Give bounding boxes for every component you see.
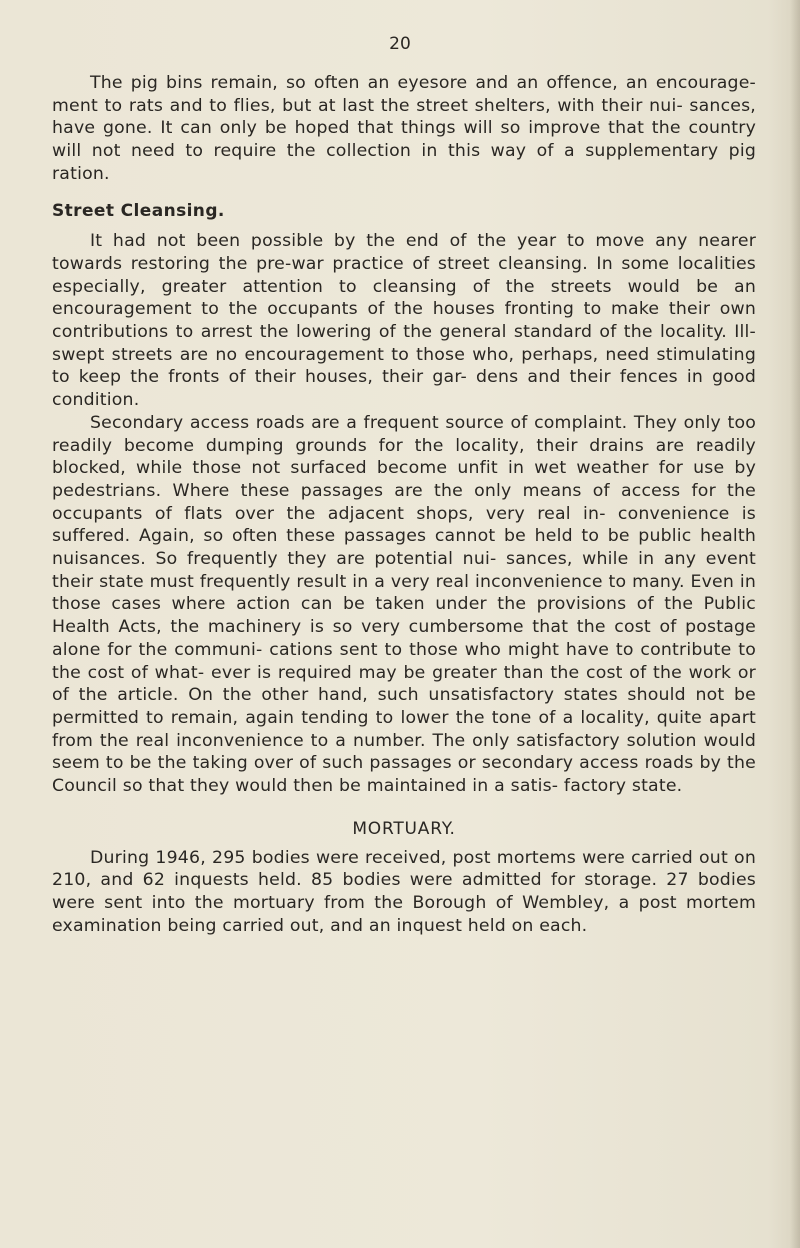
page-number: 20	[389, 34, 411, 54]
heading-mortuary: MORTUARY.	[352, 818, 456, 839]
paragraph-secondary-access-roads: Secondary access roads are a frequent source of complaint. They only too readily become dumping grounds for the locality, their drains are readily blocked, while those not surfaced become unfit in wet weather for use by pedestrians. Where these passages are the only means of access for the occupants of flats over the adjacent shops, very real in- convenience is suffered. Again, so often these passages cannot be held to be public health nuisances. So frequently they are potential nui- sances, while in any event their state must frequently result in a very real inconvenience to many. Even in those cases where action can be taken under the provisions of the Public Health Acts, the machinery is so very cumbersome that the cost of postage alone for the communi- cations sent to those who might have to contribute to the cost of what- ever is required may be greater than the cost of the work or of the article. On the other hand, such unsatisfactory states should not be permitted to remain, again tending to lower the tone of a locality, quite apart from the real inconvenience to a number. The only satisfactory solution would seem to be the taking over of such passages or secondary access roads by the Council so that they would then be maintained in a satis- factory state.	[52, 412, 756, 797]
body-text	[52, 72, 756, 937]
heading-street-cleansing: Street Cleansing.	[52, 200, 225, 221]
paragraph-mortuary: During 1946, 295 bodies were received, post mortems were carried out on 210, and 62 inquests held. 85 bodies were admitted for storage. 27 bodies were sent into the mortuary from the Borough of Wembley, a post mortem examination being carried out, and an inquest held on each.	[52, 847, 756, 936]
page-edge-shadow	[790, 0, 800, 1248]
paragraph-street-cleansing: It had not been possible by the end of the year to move any nearer towards restoring the pre-war practice of street cleansing. In some localities especially, greater attention to cleansing of the streets would be an encouragement to the occupants of the houses fronting to make their own contributions to arrest the lowering of the general standard of the locality. Ill-swept streets are no encouragement to those who, perhaps, need stimulating to keep the fronts of their houses, their gar- dens and their fences in good condition.	[52, 231, 756, 411]
paragraph-pig-bins: The pig bins remain, so often an eyesore and an offence, an encourage- ment to rats and to flies, but at last the street shelters, with their nui- sances, have gone. It can only be hoped that things will so improve that the country will not need to require the collection in this way of a supplementary pig ration.	[52, 73, 756, 184]
